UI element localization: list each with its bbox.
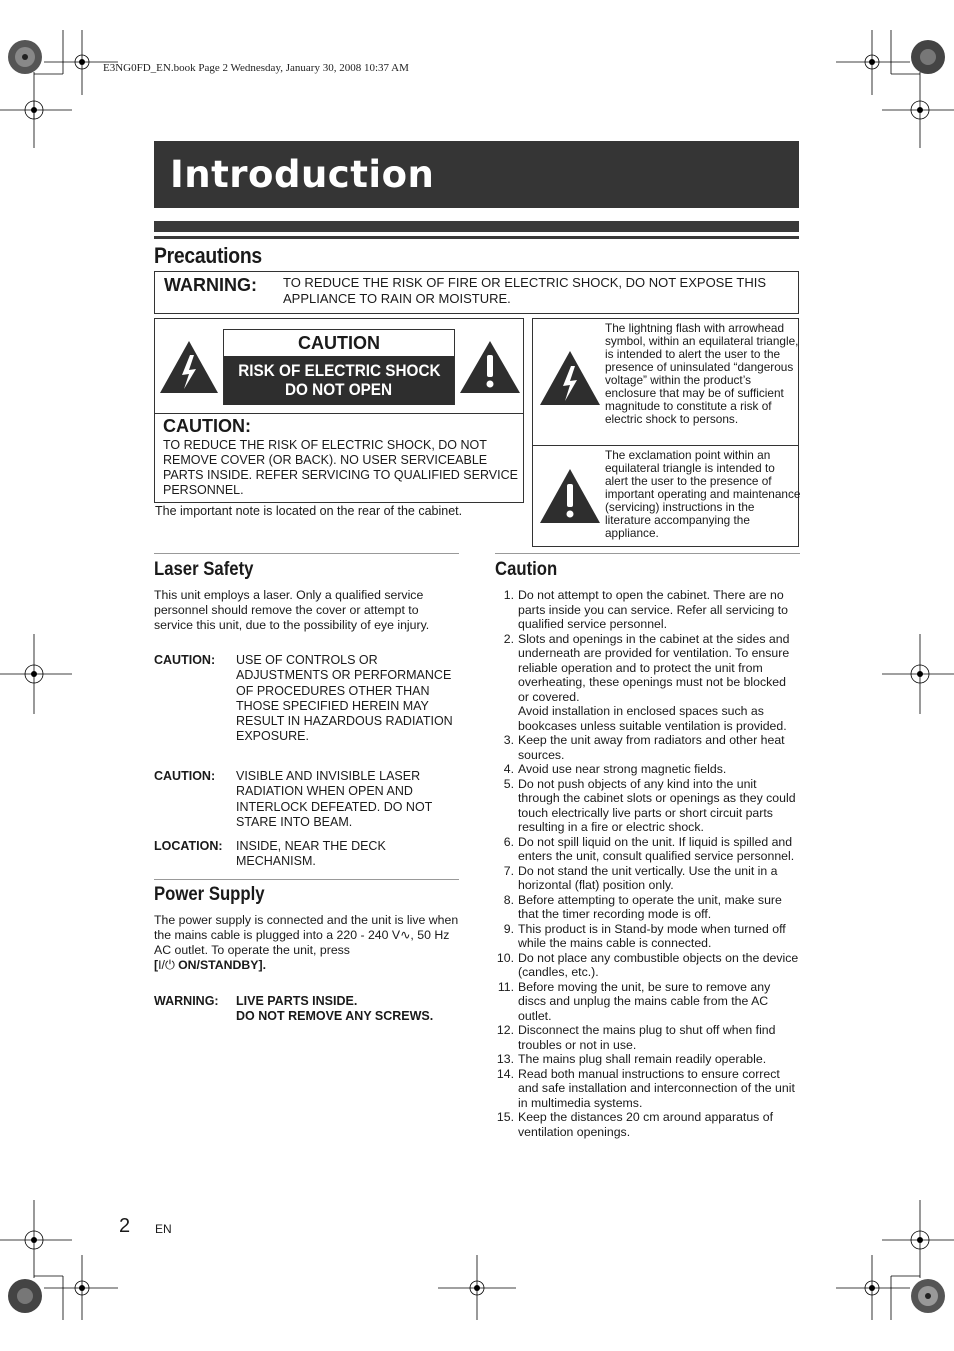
power-supply-heading: Power Supply <box>154 884 265 905</box>
precautions-heading: Precautions <box>154 243 262 268</box>
standby-button-label: ON/STANDBY <box>174 958 259 972</box>
caution-sign-line1: RISK OF ELECTRIC SHOCK <box>237 361 441 380</box>
list-item <box>495 1052 800 1067</box>
laser-safety-intro: This unit employs a laser. Only a qualified service personnel should remove the cover or attempt to service this unit, due to the possibility of eye injury. <box>154 588 430 632</box>
power-warning-row <box>154 994 459 1026</box>
warning-box <box>154 271 799 314</box>
item-text: Slots and openings in the cabinet at the sides and underneath are provided for ventilation. To ensure reliable operation and to protect the unit from overheating, these openings must not be blocked or covered. <box>518 631 790 704</box>
page-number: 2 <box>119 1215 131 1237</box>
exclamation-triangle-icon <box>538 467 602 525</box>
item-text: The mains plug shall remain readily operable. <box>518 1052 767 1066</box>
button-bracket-open: [ <box>154 958 159 972</box>
lightning-explanation: The lightning flash with arrowhead symbol, within an equilateral triangle, is intended to alert the user to the presence of uninsulated “dangerous voltage” within the product’s enclosure that may be of sufficient magnitude to constitute a risk of electric shock to persons. <box>605 321 799 426</box>
item-text: Keep the distances 20 cm around apparatus of ventilation openings. <box>518 1110 773 1139</box>
list-item <box>495 632 800 734</box>
item-number: 15. <box>496 1110 514 1124</box>
exclamation-explanation: The exclamation point within an equilateral triangle is intended to alert the user to the presence of important operating and maintenance (servicing) instructions in the literature accompanying the appliance. <box>605 448 801 540</box>
list-item <box>495 733 800 762</box>
caution-text: TO REDUCE THE RISK OF ELECTRIC SHOCK, DO NOT REMOVE COVER (OR BACK). NO USER SERVICEABLE PARTS INSIDE. REFER SERVICING TO QUALIFIED SERVICE PERSONNEL. <box>163 438 518 497</box>
power-text-part2: , 50 Hz AC outlet. To operate the unit, press <box>154 928 450 957</box>
item-number: 4. <box>503 762 514 776</box>
list-item <box>495 762 800 777</box>
item-text: Before attempting to operate the unit, make sure that the timer recording mode is off. <box>518 892 782 921</box>
item-number: 5. <box>503 776 514 791</box>
caution-list <box>495 588 800 1139</box>
item-number: 8. <box>503 892 514 907</box>
caution-list-heading: Caution <box>495 559 558 580</box>
laser-section-rule <box>154 553 459 554</box>
list-item <box>495 1023 800 1052</box>
print-header-line: E3NG0FD_EN.book Page 2 Wednesday, January 30, 2008 10:37 AM <box>103 62 409 74</box>
item-text: Do not place any combustible objects on the device (candles, etc.). <box>518 950 799 979</box>
item-number: 9. <box>503 921 514 936</box>
item-text: Before moving the unit, be sure to remove any discs and unplug the mains cable from the AC outlet. <box>518 979 771 1023</box>
warning-label: WARNING: <box>164 275 257 295</box>
list-item <box>495 893 800 922</box>
caution-sign-line2: DO NOT OPEN <box>285 380 393 399</box>
lightning-triangle-icon <box>158 339 220 395</box>
laser-caution-row <box>154 653 459 761</box>
item-number: 2. <box>503 631 514 646</box>
list-item <box>495 951 800 980</box>
item-number: 14. <box>496 1066 514 1081</box>
item-number: 13. <box>496 1052 514 1066</box>
warning-text: TO REDUCE THE RISK OF FIRE OR ELECTRIC SHOCK, DO NOT EXPOSE THIS APPLIANCE TO RAIN OR MOISTURE. <box>283 275 767 306</box>
laser-location-row <box>154 839 459 871</box>
caution-label-sign <box>223 329 455 405</box>
item-number: 12. <box>496 1023 514 1037</box>
list-item <box>495 588 800 632</box>
symbol-explanation-box <box>532 318 799 547</box>
laser-row-key: CAUTION: <box>154 769 216 783</box>
caution-heading: CAUTION: <box>163 416 251 436</box>
caution-sign-title: CAUTION <box>298 333 380 353</box>
item-text: Do not spill liquid on the unit. If liquid is spilled and enters the unit, consult qualified service personnel. <box>518 834 795 863</box>
power-warning-line1: LIVE PARTS INSIDE. <box>236 994 358 1008</box>
power-warning-key: WARNING: <box>154 994 219 1008</box>
caution-section-rule <box>495 553 800 554</box>
laser-row-key: LOCATION: <box>154 839 223 853</box>
item-number: 3. <box>503 733 514 747</box>
item-text-extra: Avoid installation in enclosed spaces such as bookcases unless suitable ventilation is provided. <box>518 704 787 733</box>
symbol-box-divider <box>533 445 798 446</box>
rear-cabinet-note: The important note is located on the rear of the cabinet. <box>155 504 463 518</box>
item-text: Do not push objects of any kind into the unit through the cabinet slots or openings as they could touch electrically live parts or short circuit parts resulting in a fire or electric shock. <box>518 776 796 834</box>
caution-sign-banner <box>224 356 454 405</box>
caution-box <box>154 318 524 503</box>
title-rule-thin <box>154 236 799 239</box>
item-text: Do not stand the unit vertically. Use the unit in a horizontal (flat) position only. <box>518 863 778 892</box>
button-bracket-close: ]. <box>258 958 266 972</box>
item-text: This product is in Stand-by mode when turned off while the mains cable is connected. <box>518 921 786 950</box>
list-item <box>495 1110 800 1139</box>
list-item <box>495 835 800 864</box>
item-text: Do not attempt to open the cabinet. There are no parts inside you can service. Refer all servicing to qualified service personnel. <box>518 588 788 631</box>
laser-caution-row <box>154 769 459 831</box>
caution-box-divider <box>155 413 523 414</box>
item-text: Read both manual instructions to ensure correct and safe installation and interconnection of the unit in multimedia systems. <box>518 1066 795 1110</box>
power-warning-line2: DO NOT REMOVE ANY SCREWS. <box>236 1009 434 1024</box>
item-number: 6. <box>503 834 514 849</box>
item-number: 11. <box>497 979 514 994</box>
item-number: 7. <box>503 863 514 878</box>
power-section-rule <box>154 879 459 880</box>
item-number: 1. <box>503 588 514 602</box>
power-warning-value <box>236 994 461 1025</box>
laser-row-value: USE OF CONTROLS OR ADJUSTMENTS OR PERFORMANCE OF PROCEDURES OTHER THAN THOSE SPECIFIED HEREIN MAY RESULT IN HAZARDOUS RADIATION EXPOSURE. <box>236 653 453 744</box>
ac-symbol-icon: ∿ <box>400 928 411 942</box>
list-item <box>495 864 800 893</box>
laser-row-value: VISIBLE AND INVISIBLE LASER RADIATION WHEN OPEN AND INTERLOCK DEFEATED. DO NOT STARE INTO BEAM. <box>236 769 433 829</box>
item-text: Avoid use near strong magnetic fields. <box>518 762 727 776</box>
list-item <box>495 980 800 1024</box>
laser-row-key: CAUTION: <box>154 653 216 667</box>
list-item <box>495 922 800 951</box>
lightning-triangle-icon <box>538 349 602 407</box>
laser-row-value: INSIDE, NEAR THE DECK MECHANISM. <box>236 839 386 869</box>
title-rule-thick <box>154 221 799 232</box>
title-banner <box>154 141 799 208</box>
item-text: Keep the unit away from radiators and other heat sources. <box>518 733 785 762</box>
page-title: Introduction <box>170 153 435 196</box>
list-item <box>495 777 800 835</box>
language-code: EN <box>155 1222 172 1236</box>
item-number: 10. <box>496 950 514 965</box>
list-item <box>495 1067 800 1111</box>
laser-safety-heading: Laser Safety <box>154 559 254 580</box>
power-text-part1: The power supply is connected and the unit is live when the mains cable is plugged into a 220 - 240 V <box>154 913 459 942</box>
power-supply-text <box>154 913 459 973</box>
item-text: Disconnect the mains plug to shut off when find troubles or not in use. <box>518 1023 776 1052</box>
standby-icon: I/⏻ <box>158 958 175 972</box>
exclamation-triangle-icon <box>458 339 522 395</box>
